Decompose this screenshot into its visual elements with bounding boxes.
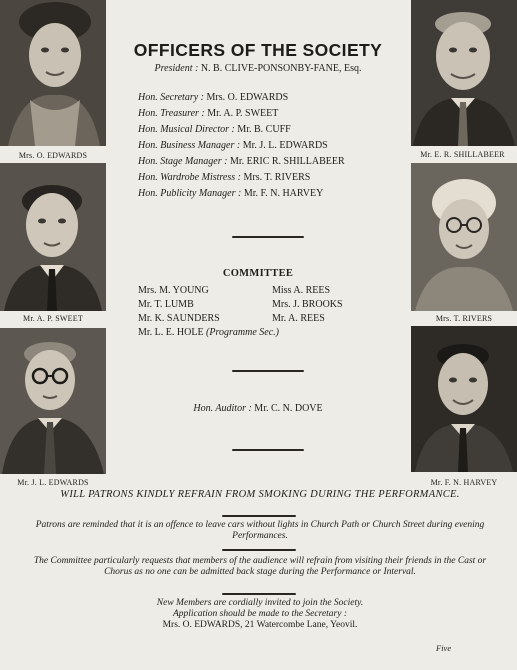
officer-name: Mr. ERIC R. SHILLABEER (229, 156, 345, 167)
officer-role: Hon. Publicity Manager : (138, 188, 242, 199)
president-name: N. B. CLIVE-PONSONBY-FANE, Esq. (200, 63, 362, 74)
cars-notice: Patrons are reminded that it is an offence to leave cars without lights in Church Path or Church Street during evening Performances. (35, 520, 485, 541)
officer-role: Hon. Musical Director : (138, 124, 235, 135)
photo-mr-a-p-sweet (0, 163, 106, 311)
officer-row (138, 138, 345, 154)
portrait-man-icon (0, 163, 106, 311)
page-number: Five (436, 643, 452, 653)
photo-mr-j-l-edwards (0, 328, 106, 474)
portrait-man-icon (411, 0, 517, 146)
officer-role: Hon. Wardrobe Mistress : (138, 172, 241, 183)
page-title: OFFICERS OF THE SOCIETY (133, 40, 383, 60)
officer-row (138, 186, 345, 202)
auditor-label: Hon. Auditor : (193, 403, 252, 414)
photo-mrs-t-rivers (411, 163, 517, 311)
portrait-man-glasses-icon (0, 328, 106, 474)
backstage-notice: The Committee particularly requests that members of the audience will refrain from visiting their friends in the Cast or Chorus as no one can be admitted back stage during the Performance or Interval. (33, 556, 487, 577)
caption-mrs-t-rivers: Mrs. T. RIVERS (435, 314, 493, 323)
caption-mr-j-l-edwards: Mr. J. L. EDWARDS (17, 478, 89, 487)
auditor-line (118, 403, 398, 414)
officer-row (138, 122, 345, 138)
committee-member: Mrs. J. BROOKS (272, 299, 343, 310)
portrait-woman-glasses-icon (411, 163, 517, 311)
membership-notice (28, 598, 492, 631)
membership-application: Application should be made to the Secretary : (172, 609, 348, 619)
photo-mr-f-n-harvey (411, 326, 517, 472)
caption-mr-a-p-sweet: Mr. A. P. SWEET (23, 314, 83, 323)
officer-role: Hon. Stage Manager : (138, 156, 228, 167)
committee-member-note: (Programme Sec.) (206, 327, 279, 338)
officer-role: Hon. Treasurer : (138, 108, 205, 119)
committee-member: Mr. K. SAUNDERS (138, 313, 220, 324)
portrait-woman-icon (0, 0, 106, 146)
officer-name: Mr. B. CUFF (237, 124, 291, 135)
divider (222, 515, 296, 517)
photo-mr-e-r-shillabeer (411, 0, 517, 146)
divider (232, 449, 304, 451)
caption-mrs-o-edwards: Mrs. O. EDWARDS (18, 151, 88, 160)
portrait-man-icon (411, 326, 517, 472)
committee-member: Mrs. M. YOUNG (138, 285, 209, 296)
officer-row (138, 154, 345, 170)
committee-member: Miss A. REES (272, 285, 331, 296)
caption-mr-f-n-harvey: Mr. F. N. HARVEY (430, 478, 498, 487)
committee-member: Mr. L. E. HOLE (138, 327, 204, 338)
officer-name: Mr. F. N. HARVEY (243, 188, 324, 199)
officer-name: Mr. A. P. SWEET (207, 108, 279, 119)
divider (222, 593, 296, 595)
committee-heading: COMMITTEE (222, 268, 294, 279)
smoking-notice: WILL PATRONS KINDLY REFRAIN FROM SMOKING DURING THE PERFORMANCE. (60, 489, 460, 500)
secretary-address: Mrs. O. EDWARDS, 21 Watercombe Lane, Yeovil. (162, 620, 358, 630)
auditor-name: Mr. C. N. DOVE (254, 403, 323, 414)
divider (222, 549, 296, 551)
caption-mr-e-r-shillabeer: Mr. E. R. SHILLABEER (420, 150, 505, 159)
president-line (118, 63, 398, 74)
committee-right-column (272, 284, 343, 326)
photo-mrs-o-edwards (0, 0, 106, 146)
membership-invite: New Members are cordially invited to join the Society. (156, 598, 364, 608)
committee-member-programme-sec (138, 326, 279, 340)
officer-name: Mrs. O. EDWARDS (206, 92, 289, 103)
officer-name: Mr. J. L. EDWARDS (242, 140, 328, 151)
officer-name: Mrs. T. RIVERS (243, 172, 311, 183)
officer-role: Hon. Business Manager : (138, 140, 241, 151)
president-label: President : (154, 63, 199, 74)
divider (232, 236, 304, 238)
officer-row (138, 106, 345, 122)
officer-role: Hon. Secretary : (138, 92, 204, 103)
divider (232, 370, 304, 372)
officer-row (138, 170, 345, 186)
committee-left-column (138, 284, 220, 326)
officers-list (138, 90, 345, 202)
committee-member: Mr. A. REES (272, 313, 325, 324)
committee-member: Mr. T. LUMB (138, 299, 194, 310)
officer-row (138, 90, 345, 106)
